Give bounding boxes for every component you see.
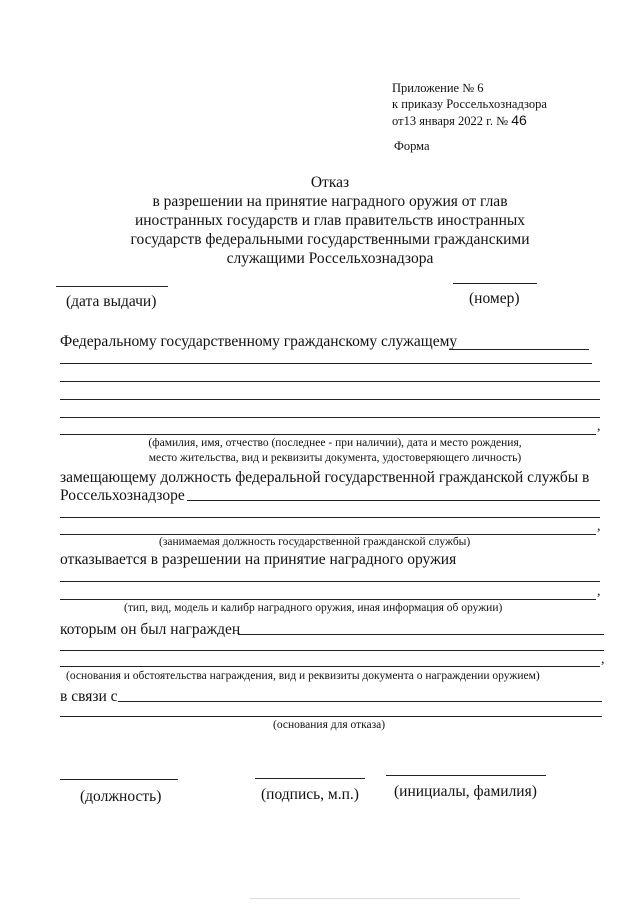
- issue-date-label: (дата выдачи): [66, 293, 157, 310]
- weapon-hint: (тип, вид, модель и калибр наградного оружия, иная информация об оружии): [124, 602, 503, 614]
- signature-position-label: (должность): [80, 788, 162, 805]
- award-line-inline: [238, 634, 604, 635]
- position-line-2: [60, 534, 596, 535]
- signature-stamp-line: [255, 778, 365, 779]
- title-line-4: государств федеральными государственными гражданскими: [130, 231, 530, 248]
- recipient-line-3: [60, 399, 600, 400]
- position-hint: (занимаемая должность государственной гражданской службы): [159, 536, 471, 548]
- title-line-5: служащими Россельхознадзора: [226, 250, 434, 267]
- annex-order-number: 46: [511, 112, 527, 128]
- recipient-label: Федеральному государственному гражданскому служащему: [60, 333, 458, 350]
- issue-date-line: [56, 286, 168, 287]
- title-line-3: иностранных государств и глав правительств иностранных: [134, 212, 526, 229]
- weapon-line-2: [60, 599, 596, 600]
- recipient-hint: [100, 436, 570, 466]
- recipient-comma: ,: [597, 419, 601, 434]
- weapon-comma: ,: [597, 584, 601, 599]
- annex-date: 13 января 2022 г. №: [403, 114, 509, 128]
- recipient-line-1: [60, 363, 592, 364]
- awarded-label: которым он был награжден: [60, 621, 241, 638]
- annex-line-3: [392, 112, 547, 129]
- form-label: Форма: [394, 139, 430, 153]
- recipient-line-4: [60, 417, 600, 418]
- document-title: [0, 173, 640, 268]
- signature-position-line: [60, 779, 178, 780]
- award-comma: ,: [601, 652, 605, 667]
- position-line-inline: [187, 500, 600, 501]
- annex-line-2: к приказу Россельхознадзора: [392, 97, 547, 111]
- position-label-line-1: замещающему должность федеральной государственной гражданской службы в: [60, 469, 590, 486]
- position-comma: ,: [597, 519, 601, 534]
- position-line-1: [60, 517, 600, 518]
- award-line-1: [60, 650, 604, 651]
- recipient-line-inline: [449, 349, 589, 350]
- award-hint: (основания и обстоятельства награждения, вид и реквизиты документа о награждении оружием): [66, 670, 540, 682]
- reason-line-inline: [118, 701, 602, 702]
- position-label-line-2: Россельхознадзоре: [60, 487, 185, 504]
- annex-block: [392, 80, 547, 129]
- recipient-hint-line-2: место жительства, вид и реквизиты документа, удостоверяющего личность): [148, 452, 522, 464]
- recipient-line-5: [60, 434, 596, 435]
- number-label: (номер): [469, 290, 520, 307]
- recipient-hint-line-1: (фамилия, имя, отчество (последнее - при наличии), дата и место рождения,: [148, 437, 522, 449]
- annex-line-1: Приложение № 6: [392, 81, 484, 95]
- number-line: [453, 283, 537, 284]
- title-line-2: в разрешении на принятие наградного оружия от глав: [152, 193, 508, 210]
- scan-edge: [250, 898, 520, 899]
- reason-hint: (основания для отказа): [273, 719, 386, 731]
- signature-name-line: [386, 775, 546, 776]
- reason-label: в связи с: [60, 688, 118, 705]
- recipient-line-2: [60, 381, 600, 382]
- award-line-2: [60, 666, 600, 667]
- weapon-line-1: [60, 581, 600, 582]
- title-line-1: Отказ: [310, 174, 350, 191]
- reason-line-1: [60, 716, 602, 717]
- annex-date-prefix: от: [392, 114, 404, 128]
- signature-stamp-label: (подпись, м.п.): [261, 786, 359, 803]
- signature-name-label: (инициалы, фамилия): [394, 783, 537, 800]
- refusal-label: отказывается в разрешении на принятие наградного оружия: [60, 551, 457, 568]
